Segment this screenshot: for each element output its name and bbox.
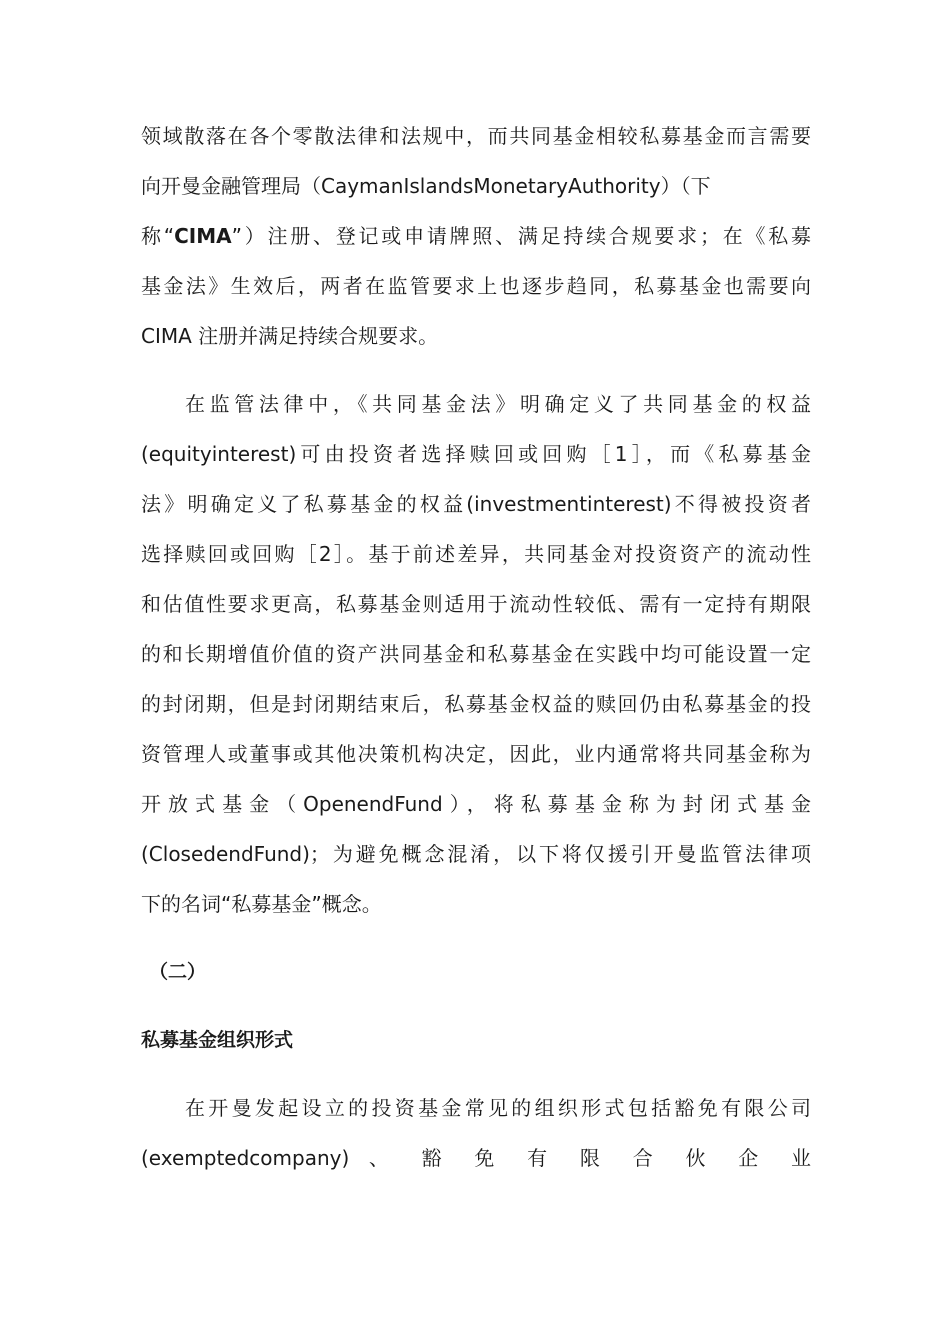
text-line: 的封闭期，但是封闭期结束后，私募基金权益的赎回仍由私募基金的投 [141,692,811,716]
paragraph-cima-registration [141,111,811,361]
section-title: 私募基金组织形式 [141,1029,294,1051]
text-line: 基金法》生效后，两者在监管要求上也逐步趋同，私募基金也需要向 [141,274,811,298]
cima-abbreviation: CIMA [174,224,232,248]
text-line: CIMA 注册并满足持续合规要求。 [141,324,439,348]
text-line: 和估值性要求更高，私募基金则适用于流动性较低、需有一定持有期限 [141,592,811,616]
text-line: 资管理人或董事或其他决策机构决定，因此，业内通常将共同基金称为 [141,742,811,766]
text-line: 在监管法律中，《共同基金法》明确定义了共同基金的权益 [185,392,811,416]
paragraph-spacer [141,1065,811,1083]
text-line: (equityinterest)可由投资者选择赎回或回购［1］，而《私募基金 [141,442,811,466]
text-span: 称“ [141,224,175,248]
text-line: 下的名词“私募基金”概念。 [141,892,382,916]
paragraph-spacer [141,997,811,1015]
text-span: ”）注册、登记或申请牌照、满足持续合规要求；在《私募 [231,224,811,248]
section-number: （二） [149,961,207,983]
paragraph-fund-differences [141,379,811,929]
paragraph-organization-forms [141,1083,811,1183]
text-line: 向开曼金融管理局（CaymanIslandsMonetaryAuthority）（下 [141,174,711,198]
text-line: (ClosedendFund)；为避免概念混淆，以下将仅援引开曼监管法律项 [141,842,811,866]
text-line: 领域散落在各个零散法律和法规中，而共同基金相较私募基金而言需要 [141,124,811,148]
text-line: 在开曼发起设立的投资基金常见的组织形式包括豁免有限公司 [185,1096,811,1120]
document-body [141,111,811,1183]
text-line: 法》明确定义了私募基金的权益(investmentinterest)不得被投资者 [141,492,811,516]
text-line [141,211,811,261]
text-line: (exemptedcompany) 、 豁 免 有 限 合 伙 企 业 [141,1146,811,1170]
paragraph-spacer [141,929,811,947]
paragraph-spacer [141,361,811,379]
text-line: 开放式基金（OpenendFund），将私募基金称为封闭式基金 [141,792,811,816]
text-line: 的和长期增值价值的资产洪同基金和私募基金在实践中均可能设置一定 [141,642,811,666]
text-line: 选择赎回或回购［2］。基于前述差异，共同基金对投资资产的流动性 [141,542,811,566]
